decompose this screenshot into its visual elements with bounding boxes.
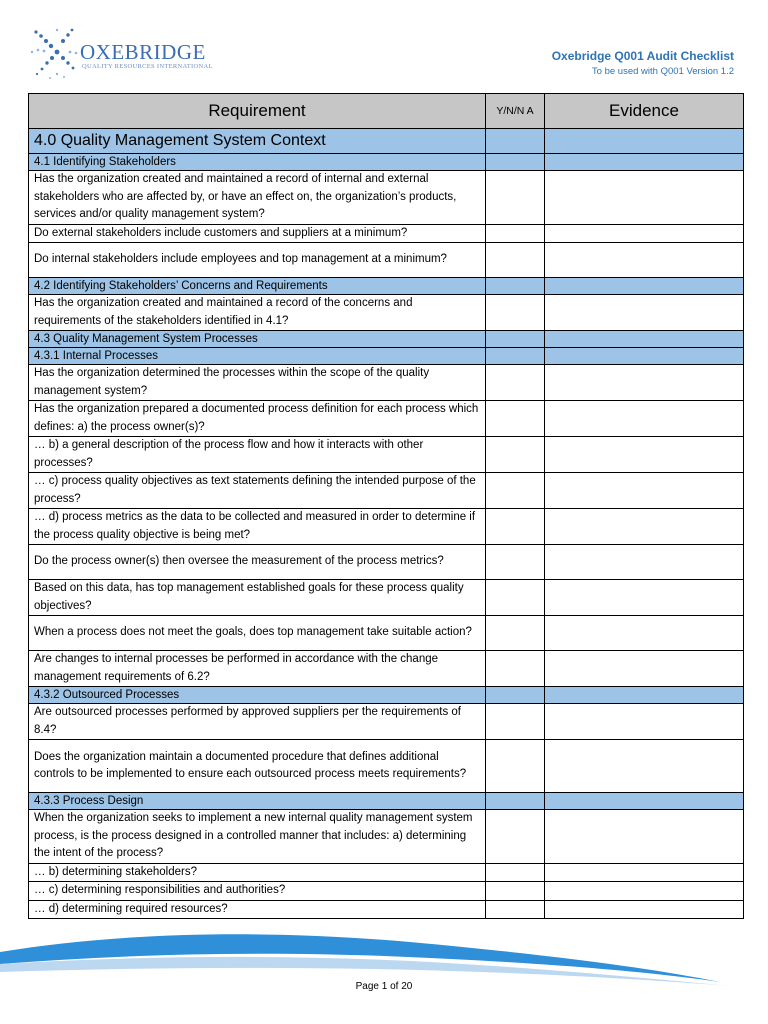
subsection-header-row <box>29 348 744 365</box>
evidence-cell[interactable] <box>545 509 744 545</box>
evidence-cell[interactable] <box>545 545 744 580</box>
requirement-text: When a process does not meet the goals, does top management take suitable action? <box>29 616 486 651</box>
evidence-cell[interactable] <box>545 900 744 919</box>
ynna-answer-cell[interactable] <box>486 616 545 651</box>
subsection-title: 4.2 Identifying Stakeholders’ Concerns and Requirements <box>29 278 486 295</box>
requirement-text: … d) determining required resources? <box>29 900 486 919</box>
document-title: Oxebridge Q001 Audit Checklist <box>551 49 734 63</box>
checklist-question-row <box>29 509 744 545</box>
evidence-cell[interactable] <box>545 704 744 740</box>
evidence-cell[interactable] <box>545 580 744 616</box>
checklist-question-row <box>29 295 744 331</box>
requirement-text: Do internal stakeholders include employees and top management at a minimum? <box>29 243 486 278</box>
ynna-answer-cell[interactable] <box>486 863 545 882</box>
ynna-answer-cell <box>486 687 545 704</box>
requirement-column-header: Requirement <box>29 94 486 129</box>
ynna-answer-cell[interactable] <box>486 651 545 687</box>
evidence-cell[interactable] <box>545 651 744 687</box>
subsection-header-row <box>29 154 744 171</box>
requirement-text: … d) process metrics as the data to be collected and measured in order to determine if the process quality objective is being met? <box>29 509 486 545</box>
ynna-answer-cell[interactable] <box>486 401 545 437</box>
evidence-column-header: Evidence <box>545 94 744 129</box>
subsection-title: 4.3 Quality Management System Processes <box>29 331 486 348</box>
evidence-cell[interactable] <box>545 401 744 437</box>
ynna-answer-cell[interactable] <box>486 810 545 864</box>
checklist-question-row <box>29 882 744 901</box>
checklist-question-row <box>29 224 744 243</box>
ynna-answer-cell[interactable] <box>486 224 545 243</box>
ynna-answer-cell[interactable] <box>486 171 545 225</box>
section-title: 4.0 Quality Management System Context <box>29 129 486 154</box>
evidence-cell[interactable] <box>545 863 744 882</box>
oxebridge-logo <box>28 22 213 84</box>
subsection-title: 4.3.1 Internal Processes <box>29 348 486 365</box>
checklist-question-row <box>29 243 744 278</box>
table-header-row <box>29 94 744 129</box>
ynna-answer-cell[interactable] <box>486 295 545 331</box>
audit-checklist-table <box>28 93 744 919</box>
evidence-cell <box>545 331 744 348</box>
requirement-text: Has the organization created and maintained a record of the concerns and requirements of the stakeholders identified in 4.1? <box>29 295 486 331</box>
checklist-question-row <box>29 401 744 437</box>
evidence-cell[interactable] <box>545 224 744 243</box>
subsection-title: 4.1 Identifying Stakeholders <box>29 154 486 171</box>
footer-wave-decoration <box>0 928 768 988</box>
requirement-text: Are changes to internal processes be performed in accordance with the change management requirements of 6.2? <box>29 651 486 687</box>
requirement-text: … b) determining stakeholders? <box>29 863 486 882</box>
subsection-title: 4.3.2 Outsourced Processes <box>29 687 486 704</box>
requirement-text: … c) process quality objectives as text statements defining the intended purpose of the process? <box>29 473 486 509</box>
ynna-answer-cell[interactable] <box>486 437 545 473</box>
logo-mark-icon <box>28 22 88 84</box>
ynna-answer-cell[interactable] <box>486 882 545 901</box>
requirement-text: Has the organization prepared a documented process definition for each process which defines: a) the process owner(s)? <box>29 401 486 437</box>
ynna-answer-cell[interactable] <box>486 704 545 740</box>
evidence-cell[interactable] <box>545 616 744 651</box>
ynna-answer-cell[interactable] <box>486 365 545 401</box>
requirement-text: Do external stakeholders include customers and suppliers at a minimum? <box>29 224 486 243</box>
checklist-question-row <box>29 863 744 882</box>
ynna-answer-cell <box>486 348 545 365</box>
evidence-cell[interactable] <box>545 295 744 331</box>
checklist-question-row <box>29 473 744 509</box>
ynna-answer-cell[interactable] <box>486 580 545 616</box>
ynna-answer-cell[interactable] <box>486 900 545 919</box>
requirement-text: Has the organization created and maintained a record of internal and external stakeholders who are affected by, or have an effect on, the organization’s products, services and/or quality management system? <box>29 171 486 225</box>
ynna-answer-cell[interactable] <box>486 243 545 278</box>
ynna-answer-cell[interactable] <box>486 740 545 793</box>
evidence-cell[interactable] <box>545 882 744 901</box>
evidence-cell[interactable] <box>545 473 744 509</box>
subsection-title: 4.3.3 Process Design <box>29 793 486 810</box>
checklist-question-row <box>29 740 744 793</box>
ynna-answer-cell <box>486 278 545 295</box>
requirement-text: When the organization seeks to implement a new internal quality management system process, is the process designed in a controlled manner that includes: a) determining the intent of the process? <box>29 810 486 864</box>
checklist-question-row <box>29 616 744 651</box>
evidence-cell <box>545 687 744 704</box>
checklist-body <box>29 129 744 919</box>
evidence-cell <box>545 278 744 295</box>
requirement-text: … c) determining responsibilities and authorities? <box>29 882 486 901</box>
ynna-column-header: Y/N/N A <box>486 94 545 129</box>
subsection-header-row <box>29 793 744 810</box>
checklist-question-row <box>29 651 744 687</box>
evidence-cell[interactable] <box>545 243 744 278</box>
page-number: Page 1 of 20 <box>355 981 413 992</box>
checklist-question-row <box>29 171 744 225</box>
checklist-question-row <box>29 580 744 616</box>
evidence-cell <box>545 793 744 810</box>
evidence-cell[interactable] <box>545 810 744 864</box>
evidence-cell <box>545 129 744 154</box>
checklist-question-row <box>29 704 744 740</box>
checklist-question-row <box>29 437 744 473</box>
subsection-header-row <box>29 687 744 704</box>
evidence-cell[interactable] <box>545 171 744 225</box>
evidence-cell <box>545 348 744 365</box>
requirement-text: Do the process owner(s) then oversee the measurement of the process metrics? <box>29 545 486 580</box>
subsection-header-row <box>29 331 744 348</box>
evidence-cell[interactable] <box>545 437 744 473</box>
ynna-answer-cell <box>486 154 545 171</box>
logo-wordmark: OXEBRIDGE <box>80 40 206 64</box>
logo-tagline: QUALITY RESOURCES INTERNATIONAL <box>82 63 213 70</box>
ynna-answer-cell <box>486 331 545 348</box>
evidence-cell[interactable] <box>545 365 744 401</box>
checklist-question-row <box>29 365 744 401</box>
evidence-cell[interactable] <box>545 740 744 793</box>
section-header-row <box>29 129 744 154</box>
ynna-answer-cell <box>486 793 545 810</box>
requirement-text: Based on this data, has top management established goals for these process quality objectives? <box>29 580 486 616</box>
document-subtitle: To be used with Q001 Version 1.2 <box>591 66 734 77</box>
ynna-answer-cell[interactable] <box>486 509 545 545</box>
requirement-text: Has the organization determined the processes within the scope of the quality management system? <box>29 365 486 401</box>
requirement-text: … b) a general description of the process flow and how it interacts with other processes? <box>29 437 486 473</box>
checklist-question-row <box>29 810 744 864</box>
subsection-header-row <box>29 278 744 295</box>
checklist-question-row <box>29 900 744 919</box>
ynna-answer-cell[interactable] <box>486 473 545 509</box>
ynna-answer-cell[interactable] <box>486 545 545 580</box>
ynna-answer-cell <box>486 129 545 154</box>
checklist-question-row <box>29 545 744 580</box>
requirement-text: Are outsourced processes performed by approved suppliers per the requirements of 8.4? <box>29 704 486 740</box>
evidence-cell <box>545 154 744 171</box>
requirement-text: Does the organization maintain a documented procedure that defines additional controls to be implemented to ensure each outsourced process meets requirements? <box>29 740 486 793</box>
